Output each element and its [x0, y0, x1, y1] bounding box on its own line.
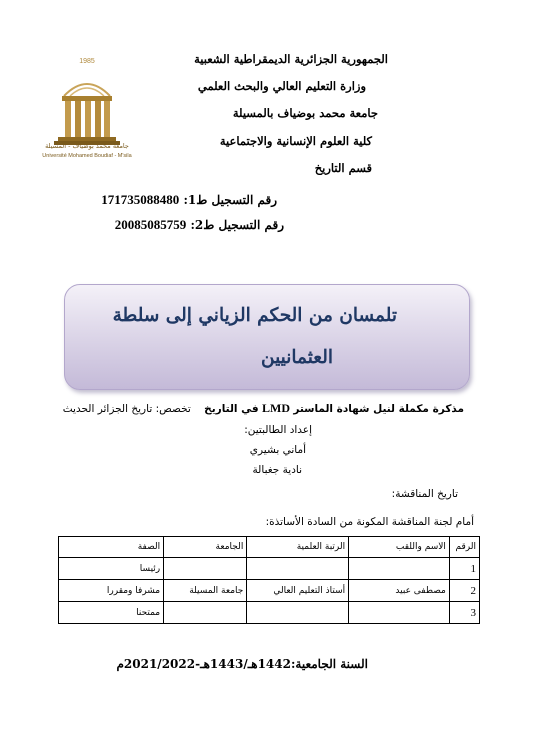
committee-table: [58, 536, 480, 624]
table-cell: [164, 602, 247, 624]
header-cell: الرقم: [449, 537, 479, 558]
faculty-line: كلية العلوم الإنسانية والاجتماعية: [219, 134, 372, 148]
table-row: [59, 602, 480, 624]
registration-1-value: 171735088480: [101, 192, 180, 207]
logo-name-fr: Université Mohamed Boudiaf - M'sila: [42, 153, 132, 159]
ministry-line: وزارة التعليم العالي والبحث العلمي: [197, 79, 366, 93]
table-row: [59, 558, 480, 580]
table-cell: جامعة المسيلة: [164, 580, 247, 602]
memo-description: [63, 401, 464, 416]
republic-line: الجمهورية الجزائرية الديمقراطية الشعبية: [194, 52, 388, 66]
header-cell: الجامعة: [164, 537, 247, 558]
memo-specialty: تخصص: تاريخ الجزائر الحديث: [62, 403, 191, 415]
table-cell: مشرفا ومقررا: [59, 580, 164, 602]
memo-lmd: LMD: [261, 401, 290, 415]
memo-prefix: مذكرة مكملة لنيل شهادة الماستر: [293, 403, 464, 415]
registration-2-value: 20085085759: [114, 217, 187, 232]
students-label: إعداد الطالبتين:: [244, 424, 312, 436]
table-cell: [247, 602, 349, 624]
registration-2: [115, 217, 284, 233]
table-cell: 3: [449, 602, 479, 624]
registration-2-label: رقم التسجيل ط2:: [190, 218, 284, 232]
header-cell: الصفة: [59, 537, 164, 558]
table-cell: ممتحنا: [59, 602, 164, 624]
table-cell: 1: [449, 558, 479, 580]
university-building-icon: [34, 66, 140, 150]
table-cell: [349, 558, 450, 580]
student-2: نادية جغبالة: [252, 464, 302, 476]
registration-1: [101, 192, 277, 208]
table-row: [59, 580, 480, 602]
department-line: قسم التاريخ: [314, 161, 372, 175]
table-cell: [247, 558, 349, 580]
table-cell: [349, 602, 450, 624]
header-cell: الاسم واللقب: [349, 537, 450, 558]
header-cell: الرتبة العلمية: [247, 537, 349, 558]
thesis-title-line1: تلمسان من الحكم الزياني إلى سلطة: [112, 305, 397, 326]
table-cell: أستاذ التعليم العالي: [247, 580, 349, 602]
student-1: أماني بشيري: [249, 444, 306, 456]
memo-field: في التاريخ: [204, 403, 259, 415]
academic-year: السنة الجامعية:1442هـ/1443هـ-2021/2022م: [116, 657, 368, 671]
table-cell: [164, 558, 247, 580]
logo-name-ar: جامعة محمد بوضياف - المسيلة: [45, 142, 129, 150]
table-cell: رئيسا: [59, 558, 164, 580]
table-cell: 2: [449, 580, 479, 602]
logo-year: 1985: [79, 58, 95, 65]
title-box: [64, 284, 470, 390]
defense-date-label: تاريخ المناقشة:: [391, 488, 458, 500]
university-logo: [34, 58, 140, 166]
table-cell: مصطفى عبيد: [349, 580, 450, 602]
thesis-title-line2: العثمانيين: [260, 347, 333, 368]
table-header-row: [59, 537, 480, 558]
committee-label: أمام لجنة المناقشة المكونة من السادة الأساتذة:: [265, 516, 474, 528]
university-line: جامعة محمد بوضياف بالمسيلة: [232, 106, 378, 120]
registration-1-label: رقم التسجيل ط1:: [183, 193, 277, 207]
